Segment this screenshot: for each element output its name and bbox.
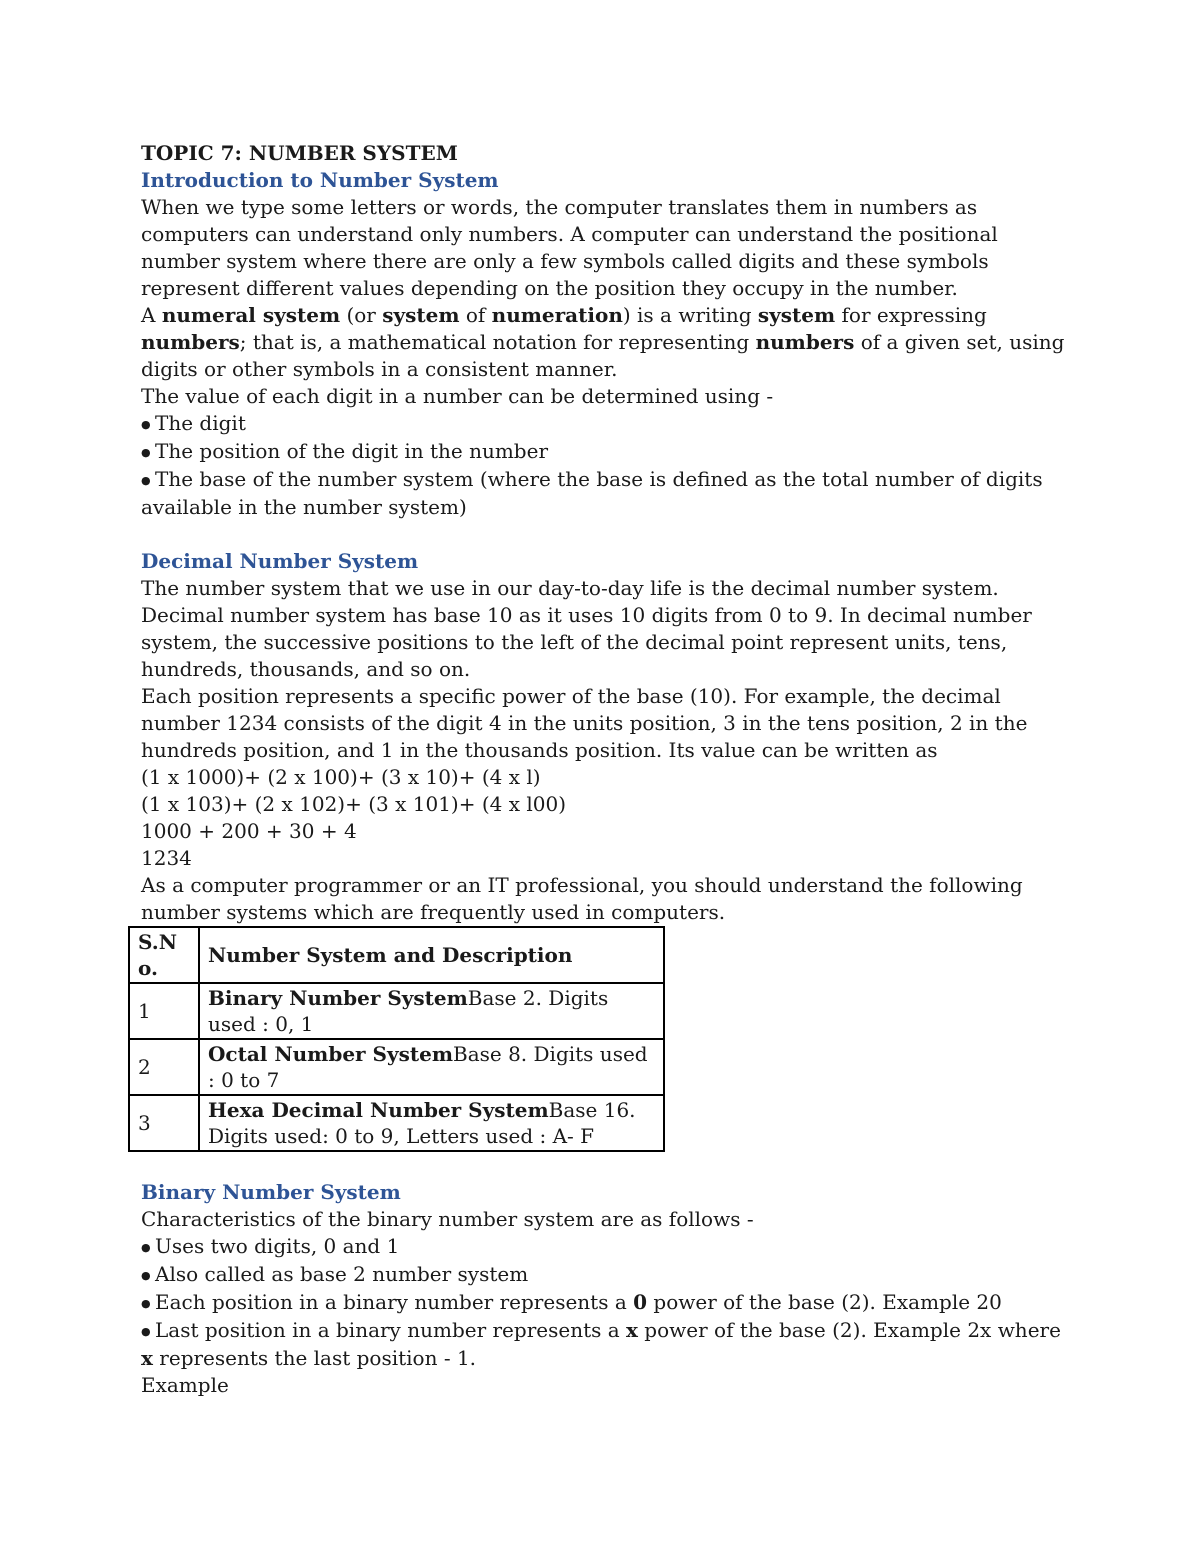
system-name: Hexa Decimal Number System	[208, 1098, 549, 1122]
text-run: Each position in a binary number represents a	[155, 1290, 634, 1314]
intro-bullet-position: ● The position of the digit in the number	[141, 438, 1071, 466]
intro-paragraph-1: When we type some letters or words, the computer translates them in numbers as computers can understand only numbers. A computer can understand the positional number system where there are only a few symbols called digits and these symbols represent different values depending on the position they occupy in the number.	[141, 195, 998, 300]
system-desc: Base 8. Digits used : 0 to 7	[208, 1042, 648, 1092]
bold-text-run: 0	[633, 1290, 648, 1314]
bold-text-run: numeration	[491, 303, 623, 327]
cell-description	[199, 1039, 664, 1095]
intro-bullet-digit: ● The digit	[141, 410, 1071, 438]
cell-sno: 3	[129, 1095, 199, 1151]
bold-text-run: x	[141, 1346, 153, 1370]
header-sno: S.N o.	[129, 927, 199, 983]
decimal-heading: Decimal Number System	[141, 549, 419, 573]
decimal-paragraph-2: Each position represents a specific power of the base (10). For example, the decimal number 1234 consists of the digit 4 in the units position, 3 in the tens position, 2 in the hundreds position, and 1 in the thousands position. Its value can be written as	[141, 684, 1028, 762]
bold-text-run: system	[757, 303, 836, 327]
table-row	[129, 1039, 664, 1095]
text-run: Last position in a binary number represents a	[155, 1318, 627, 1342]
text-run: ; that is, a mathematical notation for representing	[239, 330, 756, 354]
intro-paragraph-3: The value of each digit in a number can be determined using -	[141, 384, 774, 408]
intro-heading: Introduction to Number System	[141, 168, 499, 192]
binary-example-label: Example	[141, 1373, 229, 1397]
text-run: power of the base (2). Example 20	[647, 1290, 1002, 1314]
decimal-expansion-line: 1000 + 200 + 30 + 4	[141, 819, 357, 843]
bold-text-run: numeral system	[161, 303, 341, 327]
binary-paragraph-1: Characteristics of the binary number system are as follows -	[141, 1207, 754, 1231]
text-run: represents the last position - 1.	[152, 1346, 477, 1370]
cell-sno: 2	[129, 1039, 199, 1095]
binary-bullet-first-position	[141, 1289, 1071, 1317]
text-run: of a given set, using digits or other symbols in a consistent manner.	[141, 330, 1065, 381]
decimal-expansion-line: 1234	[141, 846, 192, 870]
bold-text-run: system	[382, 303, 460, 327]
decimal-expansion-line: (1 x 1000)+ (2 x 100)+ (3 x 10)+ (4 x l)	[141, 765, 541, 789]
bold-text-run: numbers	[755, 330, 855, 354]
document-body	[138, 140, 1071, 1399]
spacer	[141, 1152, 1071, 1179]
binary-bullet-digits: ● Uses two digits, 0 and 1	[141, 1233, 1071, 1261]
page-title: TOPIC 7: NUMBER SYSTEM	[141, 141, 458, 165]
bold-text-run: numbers	[141, 330, 240, 354]
cell-sno: 1	[129, 983, 199, 1039]
binary-heading: Binary Number System	[141, 1180, 401, 1204]
text-run: A	[141, 303, 162, 327]
bold-text-run: x	[626, 1318, 638, 1342]
spacer	[141, 521, 1071, 548]
binary-bullet-continuation	[141, 1345, 1071, 1372]
system-name: Binary Number System	[208, 986, 468, 1010]
binary-bullet-last-position	[141, 1317, 1071, 1345]
text-run: ) is a writing	[622, 303, 758, 327]
intro-bullet-base: ● The base of the number system (where the base is defined as the total number of digits available in the number system)	[141, 466, 1071, 521]
cell-description	[199, 1095, 664, 1151]
decimal-paragraph-3: As a computer programmer or an IT professional, you should understand the following number systems which are frequently used in computers.	[141, 873, 1023, 924]
number-systems-table	[128, 926, 665, 1152]
table-header-row	[129, 927, 664, 983]
text-run: for expressing	[835, 303, 987, 327]
header-description: Number System and Description	[199, 927, 664, 983]
text-run: (or	[340, 303, 383, 327]
text-run: of	[459, 303, 492, 327]
table-row	[129, 1095, 664, 1151]
text-run: power of the base (2). Example 2x where	[637, 1318, 1061, 1342]
system-name: Octal Number System	[208, 1042, 453, 1066]
table-row	[129, 983, 664, 1039]
binary-bullet-base2: ● Also called as base 2 number system	[141, 1261, 1071, 1289]
decimal-expansion-line: (1 x 103)+ (2 x 102)+ (3 x 101)+ (4 x l00)	[141, 792, 567, 816]
cell-description	[199, 983, 664, 1039]
system-desc: Base 16. Digits used: 0 to 9, Letters used : A- F	[208, 1098, 636, 1148]
intro-paragraph-2	[141, 302, 1071, 383]
decimal-paragraph-1: The number system that we use in our day-to-day life is the decimal number system. Decimal number system has base 10 as it uses 10 digits from 0 to 9. In decimal number system, the successive positions to the left of the decimal point represent units, tens, hundreds, thousands, and so on.	[141, 576, 1032, 681]
system-desc: Base 2. Digits used : 0, 1	[208, 986, 609, 1036]
